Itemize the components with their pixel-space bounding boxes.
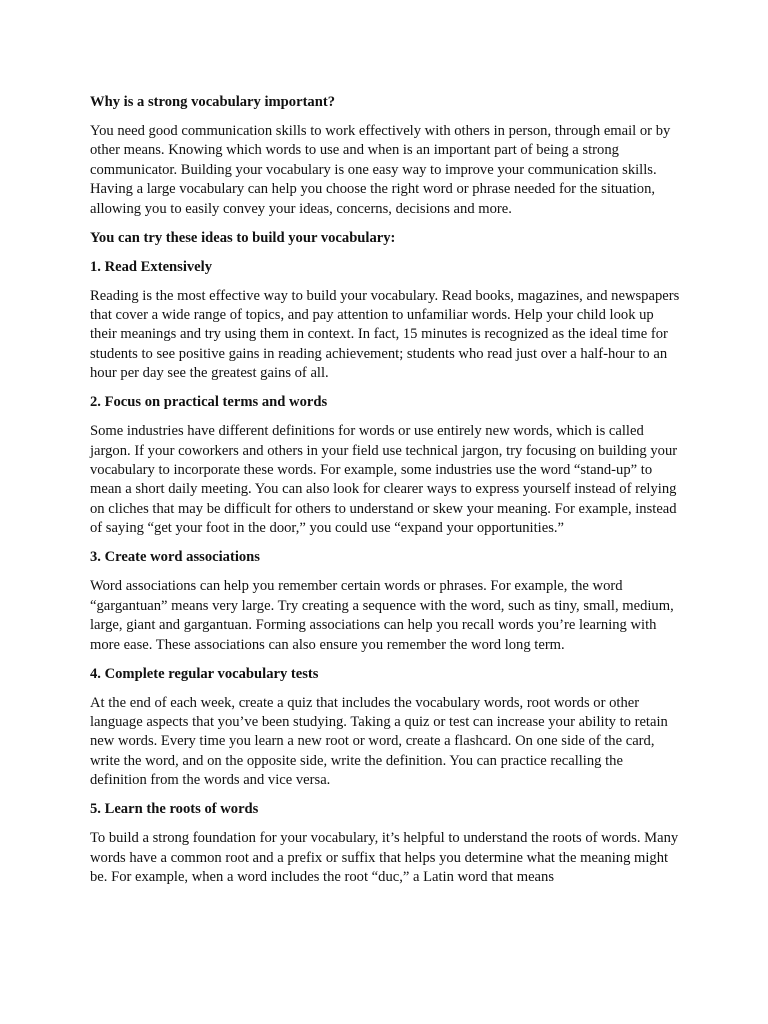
tip-heading-word-roots: 5. Learn the roots of words <box>90 801 259 818</box>
section-heading-ideas: You can try these ideas to build your vocabulary: <box>90 229 396 246</box>
section-heading-vocabulary-importance: Why is a strong vocabulary important? <box>90 94 336 110</box>
tip-heading-practical-terms: 2. Focus on practical terms and words <box>90 394 328 411</box>
document-body <box>90 93 682 897</box>
tip-paragraph-read-extensively: Reading is the most effective way to build your vocabulary. Read books, magazines, and newspapers that cover a wide range of topics, and pay attention to unfamiliar words. Help your child look up their meanings and try using them in context. In fact, 15 minutes is recognized as the ideal time for students to see positive gains in reading achievement; students who read just over a half-hour to an hour per day see the greatest gains of all. <box>90 287 680 382</box>
tip-paragraph-word-roots: To build a strong foundation for your vocabulary, it’s helpful to understand the roots of words. Many words have a common root and a prefix or suffix that helps you determine what the meaning might be. For example, when a word includes the root “duc,” a Latin word that means <box>90 830 679 885</box>
tip-paragraph-vocabulary-tests: At the end of each week, create a quiz that includes the vocabulary words, root words or other language aspects that you’ve been studying. Taking a quiz or test can increase your ability to retain new words. Every time you learn a new root or word, create a flashcard. On one side of the card, write the word, and on the opposite side, write the definition. You can practice recalling the definition from the words and vice versa. <box>90 694 668 789</box>
tip-heading-read-extensively: 1. Read Extensively <box>90 258 213 275</box>
tip-paragraph-practical-terms: Some industries have different definitions for words or use entirely new words, which is called jargon. If your coworkers and others in your field use technical jargon, try focusing on building your vocabulary to incorporate these words. For example, some industries use the word “stand-up” to mean a short daily meeting. You can also look for clearer ways to express yourself instead of relying on cliches that may be difficult for others to understand or skew your meaning. For example, instead of saying “get your foot in the door,” you could use “expand your opportunities.” <box>90 423 678 537</box>
tip-heading-word-associations: 3. Create word associations <box>90 549 260 566</box>
tip-heading-vocabulary-tests: 4. Complete regular vocabulary tests <box>90 665 319 682</box>
intro-paragraph: You need good communication skills to work effectively with others in person, through email or by other means. Knowing which words to use and when is an important part of being a strong communicator. Building your vocabulary is one easy way to improve your communication skills. Having a large vocabulary can help you choose the right word or phrase needed for the situation, allowing you to easily convey your ideas, concerns, decisions and more. <box>90 123 671 217</box>
tip-paragraph-word-associations: Word associations can help you remember certain words or phrases. For example, the word “gargantuan” means very large. Try creating a sequence with the word, such as tiny, small, medium, large, giant and gargantuan. Forming associations can help you recall words you’re learning with more ease. These associations can also ensure you remember the word long term. <box>90 578 674 653</box>
